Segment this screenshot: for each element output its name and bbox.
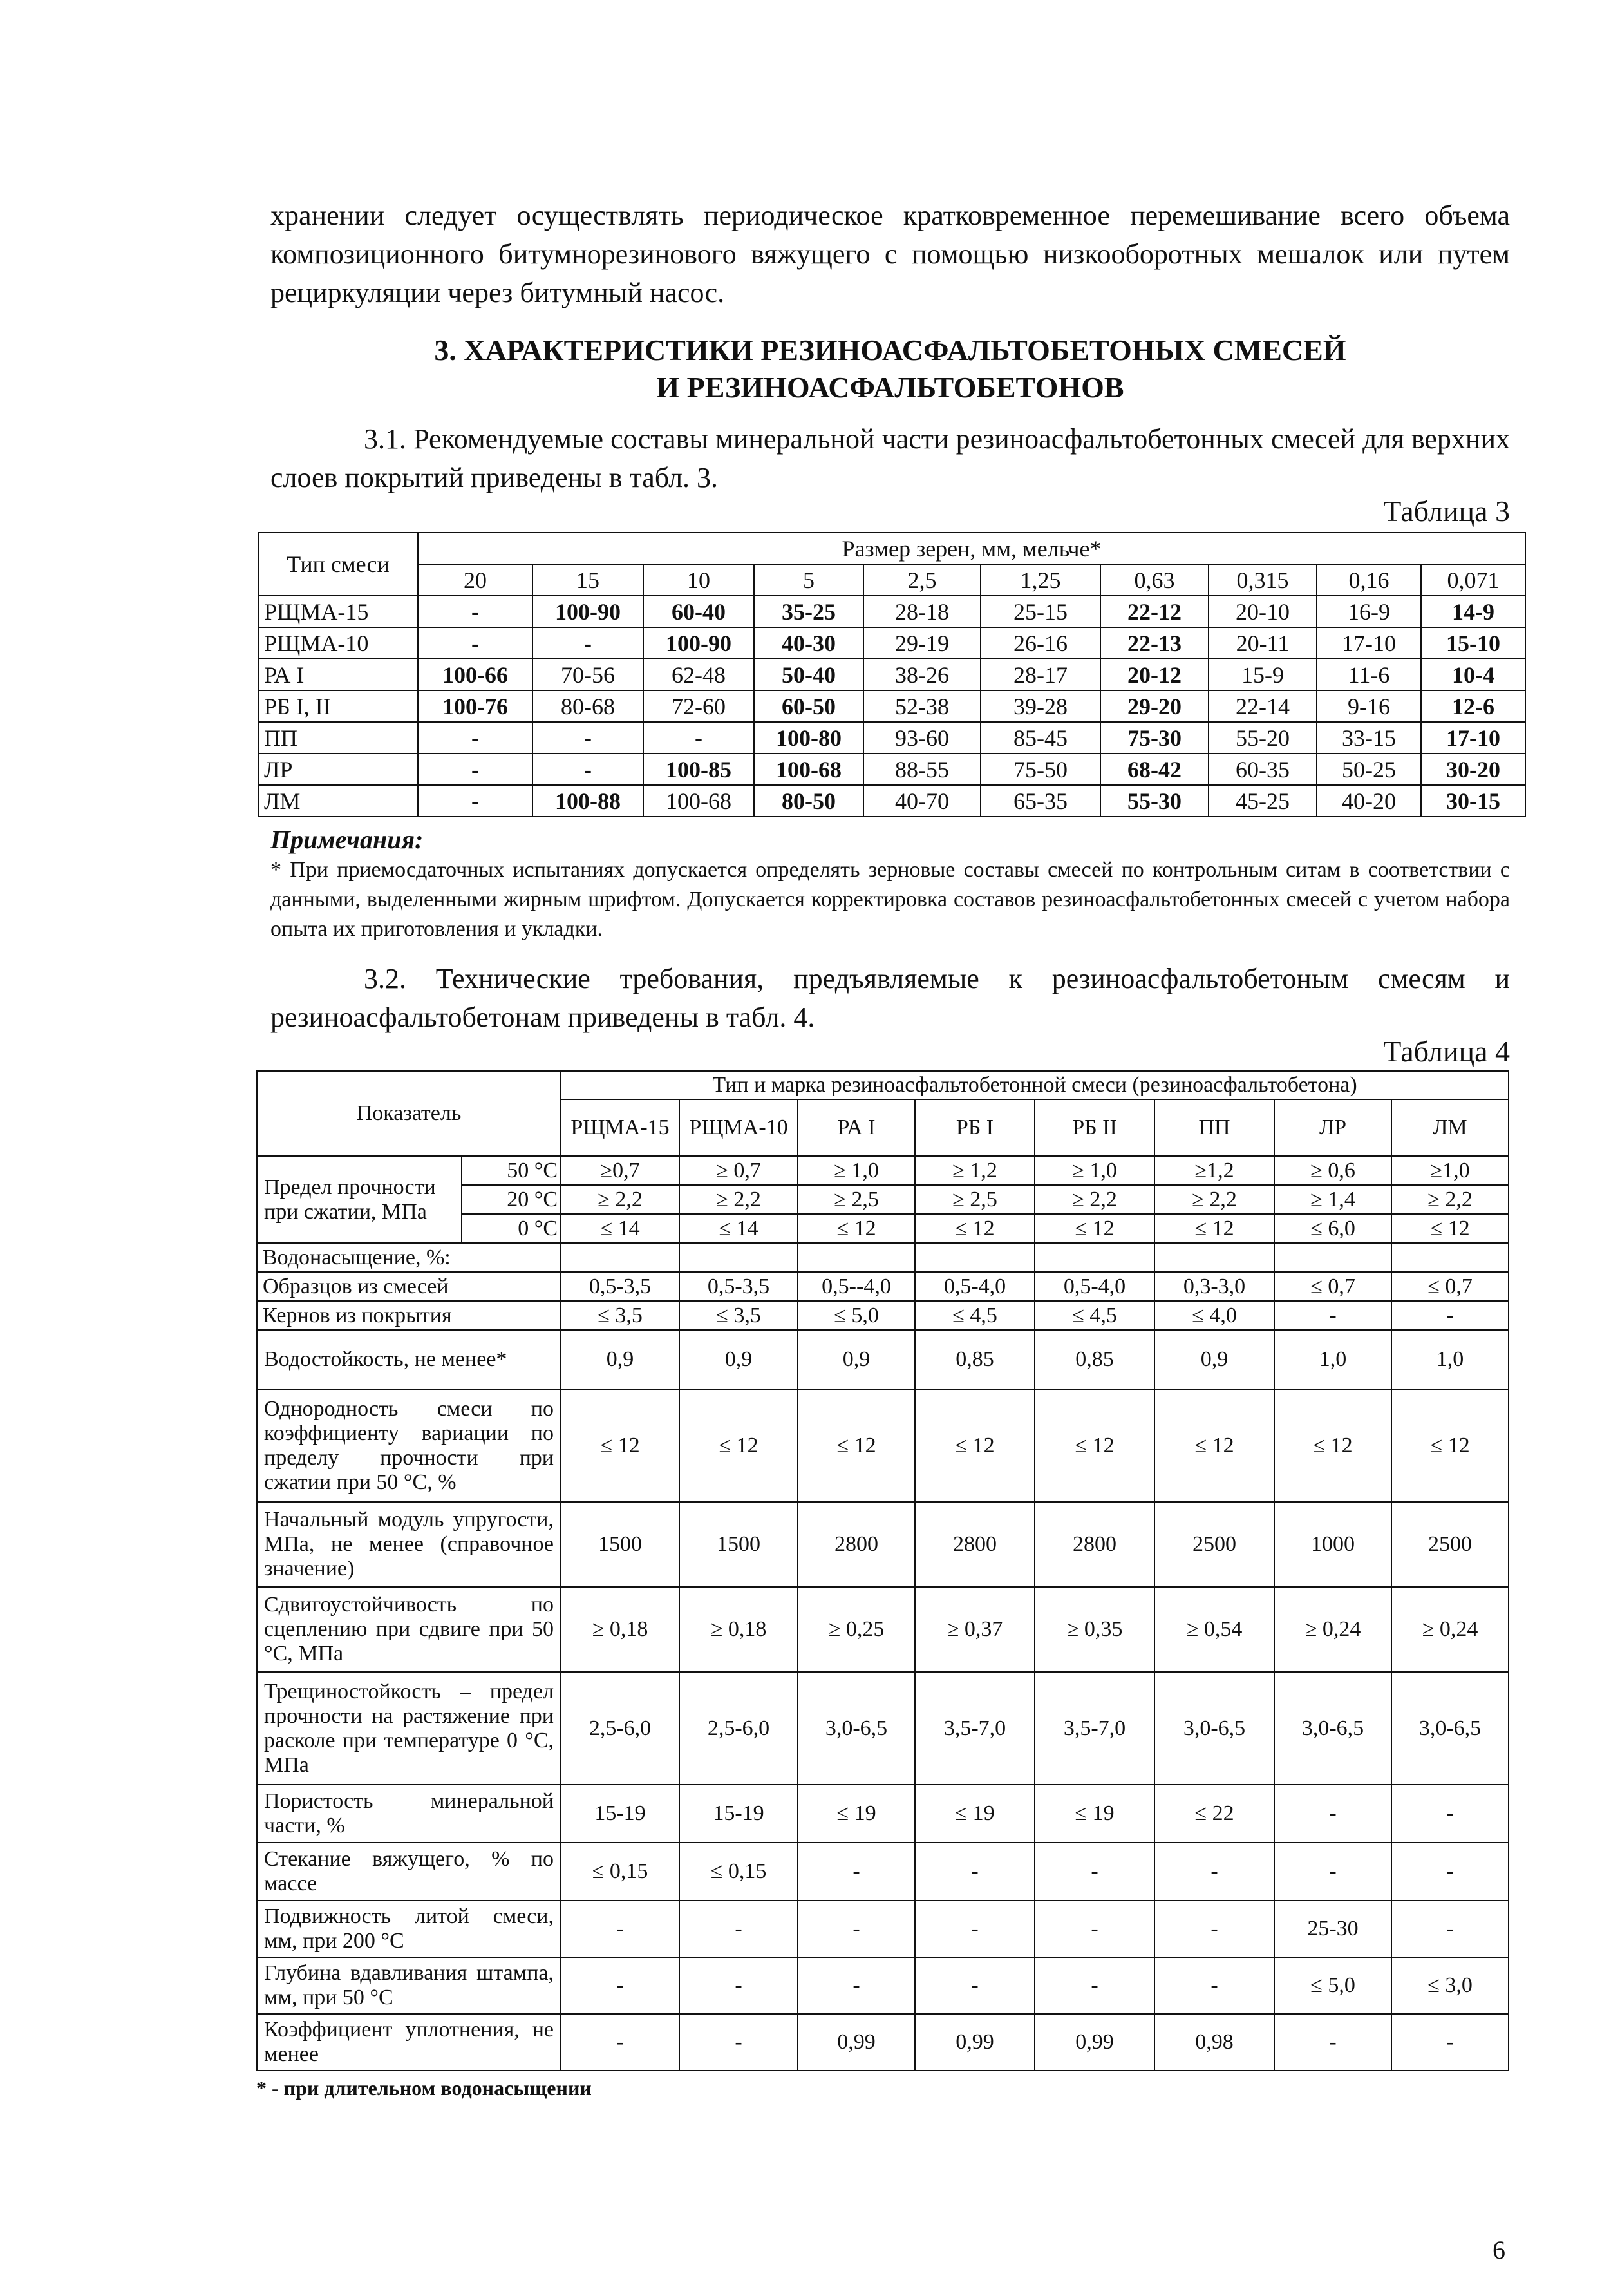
table4-row-label: Глубина вдавливания штампа, мм, при 50 °С (257, 1957, 561, 2014)
table4-cell: ≥ 0,6 (1274, 1156, 1391, 1185)
table3-cell: 22-13 (1100, 627, 1209, 659)
table4-cell: 3,0-6,5 (1391, 1672, 1509, 1785)
table4-cell: - (1274, 1843, 1391, 1901)
table3-cell: 50-25 (1317, 754, 1421, 785)
table4-cell: ≤ 3,5 (679, 1301, 798, 1330)
table4-strength-label: Предел прочности при сжатии, МПа (257, 1156, 462, 1243)
table3-cell: 55-30 (1100, 785, 1209, 817)
table4-cell: 0,99 (1035, 2014, 1154, 2071)
table3-cell: - (532, 754, 643, 785)
table3-cell: 20-10 (1209, 596, 1317, 627)
table3-cell: 40-30 (754, 627, 863, 659)
table-row (257, 1389, 1509, 1502)
table3-container (258, 532, 1525, 817)
section-heading (270, 332, 1510, 406)
table4-cell: ≤ 12 (1391, 1214, 1509, 1243)
table4-cell: ≤ 12 (1035, 1214, 1154, 1243)
table4-mark-header: ЛР (1274, 1099, 1391, 1156)
table4-row-label: Трещиностойкость – предел прочности на растяжение при расколе при температуре 0 °С, МПа (257, 1672, 561, 1785)
table4-cell: 0,5-4,0 (1035, 1272, 1154, 1301)
table4-cell: - (1391, 2014, 1509, 2071)
table3-cell: 80-50 (754, 785, 863, 817)
table4-cell: ≥ 2,2 (679, 1185, 798, 1214)
table4-temp-cell: 50 °С (462, 1156, 561, 1185)
table4-cell: - (1274, 1785, 1391, 1843)
table4-cell: ≤ 14 (679, 1214, 798, 1243)
table3-cell: 10-4 (1421, 659, 1525, 690)
table3-cell: 40-20 (1317, 785, 1421, 817)
table3-cell: 15-9 (1209, 659, 1317, 690)
table4-cell: 1000 (1274, 1502, 1391, 1587)
table3-cell: 72-60 (643, 690, 754, 722)
table3-cell: 35-25 (754, 596, 863, 627)
table4-empty-cell (561, 1243, 679, 1272)
table4-empty-cell (1154, 1243, 1274, 1272)
table3-cell: 33-15 (1317, 722, 1421, 754)
table4-cell: ≤ 12 (1274, 1389, 1391, 1502)
table3-cell: 68-42 (1100, 754, 1209, 785)
table3-cell: - (532, 627, 643, 659)
table4-cell: ≤ 0,7 (1391, 1272, 1509, 1301)
table4-row-label: Пористость минеральной части, % (257, 1785, 561, 1843)
table3-type-header: Тип смеси (258, 533, 418, 596)
table3-cell: 100-76 (418, 690, 532, 722)
table4-row-label: Образцов из смесей (257, 1272, 561, 1301)
table4-cell: - (1274, 2014, 1391, 2071)
table3-cell: - (643, 722, 754, 754)
table3-cell: 100-68 (643, 785, 754, 817)
table3-cell: 20-12 (1100, 659, 1209, 690)
table4-cell: 2800 (915, 1502, 1035, 1587)
table4-cell: 0,99 (915, 2014, 1035, 2071)
table4-cell: 1500 (561, 1502, 679, 1587)
table3-cell: 75-50 (981, 754, 1100, 785)
table4-footnote: * - при длительном водонасыщении (256, 2076, 592, 2100)
table4-cell: - (1035, 1843, 1154, 1901)
table3-cell: 17-10 (1421, 722, 1525, 754)
table-row (257, 1901, 1509, 1957)
table4-cell: ≥ 0,18 (679, 1587, 798, 1672)
table3-cell: 14-9 (1421, 596, 1525, 627)
table3-cell: 20-11 (1209, 627, 1317, 659)
table4-cell: ≤ 12 (679, 1389, 798, 1502)
table3-cell: 39-28 (981, 690, 1100, 722)
table3-cell: 28-17 (981, 659, 1100, 690)
table3-cell: 70-56 (532, 659, 643, 690)
table4-mark-header: РЩМА-15 (561, 1099, 679, 1156)
table4-cell: 0,9 (561, 1330, 679, 1389)
table4-cell: ≥ 2,2 (561, 1185, 679, 1214)
table4-caption (270, 1034, 1510, 1070)
table4-mark-header: РБ I (915, 1099, 1035, 1156)
table4-cell: ≤ 12 (1035, 1389, 1154, 1502)
table3-size-header: 10 (643, 564, 754, 596)
table4-row-label: Сдвигоустойчивость по сцеплению при сдвиге при 50 °С, МПа (257, 1587, 561, 1672)
table3-cell: 88-55 (863, 754, 981, 785)
table-row (258, 785, 1525, 817)
table3-cell: 100-90 (643, 627, 754, 659)
table4-cell: ≤ 5,0 (798, 1301, 915, 1330)
table3-cell: - (418, 627, 532, 659)
table4-temp-cell: 20 °С (462, 1185, 561, 1214)
table4-cell: ≤ 12 (798, 1389, 915, 1502)
table3-cell: 9-16 (1317, 690, 1421, 722)
table4-cell: - (798, 1901, 915, 1957)
table4-cell: - (1154, 1843, 1274, 1901)
table4-cell: ≥ 0,18 (561, 1587, 679, 1672)
table3-cell: - (418, 596, 532, 627)
table4-cell: ≤ 12 (561, 1389, 679, 1502)
table3-cell: 22-12 (1100, 596, 1209, 627)
table3-cell: 85-45 (981, 722, 1100, 754)
table4-cell: 0,3-3,0 (1154, 1272, 1274, 1301)
table4-row-label: Кернов из покрытия (257, 1301, 561, 1330)
table4-header-row1 (257, 1071, 1509, 1099)
table4-cell: ≥ 2,2 (1391, 1185, 1509, 1214)
table3-cell: 17-10 (1317, 627, 1421, 659)
table3-cell: 15-10 (1421, 627, 1525, 659)
table4-cell: - (679, 1957, 798, 2014)
table3-size-row (258, 564, 1525, 596)
table4-cell: 0,5-3,5 (679, 1272, 798, 1301)
table4-cell: ≤ 0,15 (561, 1843, 679, 1901)
table3-size-header: 20 (418, 564, 532, 596)
table3-cell: - (418, 785, 532, 817)
table-row (257, 1301, 1509, 1330)
table-row (258, 722, 1525, 754)
table4-cell: 2500 (1391, 1502, 1509, 1587)
table4-empty-cell (1035, 1243, 1154, 1272)
table3-cell: 100-68 (754, 754, 863, 785)
table4-cell: ≥ 2,2 (1035, 1185, 1154, 1214)
table4-cell: - (915, 1843, 1035, 1901)
table3-type-cell: РА I (258, 659, 418, 690)
table4-cell: - (1274, 1301, 1391, 1330)
table4-row-label: Однородность смеси по коэффициенту вариации по пределу прочности при сжатии при 50 °С, % (257, 1389, 561, 1502)
table3-cell: 52-38 (863, 690, 981, 722)
table4-cell: 15-19 (561, 1785, 679, 1843)
table4-row-label: Подвижность литой смеси, мм, при 200 °С (257, 1901, 561, 1957)
table-row (258, 754, 1525, 785)
table4-cell: - (561, 1957, 679, 2014)
table-row (257, 1243, 1509, 1272)
table4-cell: ≥0,7 (561, 1156, 679, 1185)
table4-cell: - (1035, 1901, 1154, 1957)
table4-cell: ≤ 5,0 (1274, 1957, 1391, 2014)
table4-cell: ≥ 1,0 (1035, 1156, 1154, 1185)
table4-cell: ≥1,0 (1391, 1156, 1509, 1185)
table3-cell: 55-20 (1209, 722, 1317, 754)
table4-cell: ≥ 0,37 (915, 1587, 1035, 1672)
table4-mark-header: ЛМ (1391, 1099, 1509, 1156)
table4-cell: 1500 (679, 1502, 798, 1587)
table4-mark-header: РЩМА-10 (679, 1099, 798, 1156)
table4-cell: - (561, 2014, 679, 2071)
table4-cell: ≥ 0,35 (1035, 1587, 1154, 1672)
table4-cell: ≥1,2 (1154, 1156, 1274, 1185)
table4-cell: 2800 (798, 1502, 915, 1587)
table4-cell: ≥ 1,4 (1274, 1185, 1391, 1214)
table4-cell: ≤ 12 (915, 1389, 1035, 1502)
table4-cell: 1,0 (1274, 1330, 1391, 1389)
table3-size-header: 0,16 (1317, 564, 1421, 596)
table3-cell: 16-9 (1317, 596, 1421, 627)
table4-cell: ≤ 19 (1035, 1785, 1154, 1843)
table4-cell: - (1035, 1957, 1154, 2014)
table3-cell: 100-88 (532, 785, 643, 817)
table4-empty-cell (1274, 1243, 1391, 1272)
table4-cell: ≤ 22 (1154, 1785, 1274, 1843)
table4-cell: - (1391, 1901, 1509, 1957)
table4-row-label: Коэффициент уплотнения, не менее (257, 2014, 561, 2071)
table-row (257, 1156, 1509, 1185)
table4-container (256, 1070, 1508, 2101)
table4-mark-header: РБ II (1035, 1099, 1154, 1156)
table4-cell: ≤ 12 (1154, 1214, 1274, 1243)
table4-cell: 3,5-7,0 (1035, 1672, 1154, 1785)
table4-cell: ≤ 3,0 (1391, 1957, 1509, 2014)
table3-cell: 11-6 (1317, 659, 1421, 690)
table4-cell: ≥ 2,5 (915, 1185, 1035, 1214)
table3-cell: 28-18 (863, 596, 981, 627)
table4-cell: 0,9 (798, 1330, 915, 1389)
table3-size-header: 0,63 (1100, 564, 1209, 596)
section-title-line1: 3. ХАРАКТЕРИСТИКИ РЕЗИНОАСФАЛЬТОБЕТОНЫХ СМЕСЕЙ (434, 334, 1346, 366)
table4-cell: - (798, 1957, 915, 2014)
table3-cell: 60-35 (1209, 754, 1317, 785)
table4-cell: ≥ 2,2 (1154, 1185, 1274, 1214)
table-3 (258, 532, 1526, 817)
table4-cell: 0,5-3,5 (561, 1272, 679, 1301)
table3-size-header: 15 (532, 564, 643, 596)
para-3-1-block (270, 420, 1510, 497)
section-title-line2: И РЕЗИНОАСФАЛЬТОБЕТОНОВ (656, 371, 1124, 404)
table4-cell: ≥ 1,2 (915, 1156, 1035, 1185)
table3-caption (270, 493, 1510, 529)
table4-empty-cell (915, 1243, 1035, 1272)
table3-type-cell: РЩМА-10 (258, 627, 418, 659)
table3-cell: 12-6 (1421, 690, 1525, 722)
table3-cell: 93-60 (863, 722, 981, 754)
table4-cell: ≤ 12 (798, 1214, 915, 1243)
table4-cell: ≥ 2,5 (798, 1185, 915, 1214)
notes-title: Примечания: (270, 825, 424, 854)
table4-empty-cell (798, 1243, 915, 1272)
table4-cell: ≤ 6,0 (1274, 1214, 1391, 1243)
table4-cell: - (561, 1901, 679, 1957)
table4-cell: 0,9 (1154, 1330, 1274, 1389)
table4-row-label: Водостойкость, не менее* (257, 1330, 561, 1389)
table3-cell: - (418, 754, 532, 785)
table3-size-header: 2,5 (863, 564, 981, 596)
table3-cell: 30-20 (1421, 754, 1525, 785)
table4-row-label: Стекание вяжущего, % по массе (257, 1843, 561, 1901)
table-row (257, 1272, 1509, 1301)
table-row (257, 1502, 1509, 1587)
intro-paragraph: хранении следует осуществлять периодическое кратковременное перемешивание всего объема композиционного битумнорезинового вяжущего с помощью низкооборотных мешалок или путем рециркуляции через битумный насос. (270, 200, 1510, 308)
table-row (258, 596, 1525, 627)
table3-caption-text: Таблица 3 (1383, 495, 1510, 527)
table3-cell: 29-20 (1100, 690, 1209, 722)
table4-row-label: Начальный модуль упругости, МПа, не менее (справочное значение) (257, 1502, 561, 1587)
table4-cell: 1,0 (1391, 1330, 1509, 1389)
table3-cell: 45-25 (1209, 785, 1317, 817)
table4-mark-header: ПП (1154, 1099, 1274, 1156)
table4-cell: 0,85 (1035, 1330, 1154, 1389)
table4-cell: 15-19 (679, 1785, 798, 1843)
table4-cell: ≤ 14 (561, 1214, 679, 1243)
table3-type-cell: РБ I, II (258, 690, 418, 722)
table4-cell: ≤ 0,7 (1274, 1272, 1391, 1301)
table4-mark-header: РА I (798, 1099, 915, 1156)
para-3-2: 3.2. Технические требования, предъявляемые к резиноасфальтобетоным смесям и резиноасфальтобетонам приведены в табл. 4. (270, 963, 1510, 1033)
table-row (258, 627, 1525, 659)
table3-type-cell: ЛМ (258, 785, 418, 817)
table4-cell: ≤ 3,5 (561, 1301, 679, 1330)
table4-cell: 2,5-6,0 (561, 1672, 679, 1785)
table4-group-header: Тип и марка резиноасфальтобетонной смеси (резиноасфальтобетона) (561, 1071, 1509, 1099)
table4-cell: ≤ 12 (1391, 1389, 1509, 1502)
notes-text: * При приемосдаточных испытаниях допускается определять зерновые составы смесей по контрольным ситам в соответствии с данными, выделенными жирным шрифтом. Допускается корректировка составов резиноасфальтобетонных смесей с учетом набора опыта их приготовления и укладки. (270, 858, 1510, 941)
table4-cell: 0,85 (915, 1330, 1035, 1389)
table4-caption-text: Таблица 4 (1383, 1035, 1510, 1068)
table4-cell: ≤ 0,15 (679, 1843, 798, 1901)
table3-cell: - (418, 722, 532, 754)
table4-cell: 0,9 (679, 1330, 798, 1389)
table4-cell: 3,0-6,5 (798, 1672, 915, 1785)
table4-cell: - (679, 1901, 798, 1957)
notes-block (270, 824, 1510, 944)
table4-cell: 2800 (1035, 1502, 1154, 1587)
table4-cell: ≤ 4,5 (915, 1301, 1035, 1330)
table3-cell: 30-15 (1421, 785, 1525, 817)
para-3-2-block (270, 960, 1510, 1037)
table3-cell: 100-66 (418, 659, 532, 690)
table4-cell: - (915, 1957, 1035, 2014)
table4-cell: 2500 (1154, 1502, 1274, 1587)
table3-cell: 22-14 (1209, 690, 1317, 722)
table3-cell: 50-40 (754, 659, 863, 690)
table3-cell: 38-26 (863, 659, 981, 690)
table3-cell: 60-40 (643, 596, 754, 627)
table4-cell: ≥ 0,7 (679, 1156, 798, 1185)
table-row (257, 1843, 1509, 1901)
table4-cell: ≥ 1,0 (798, 1156, 915, 1185)
table4-empty-cell (1391, 1243, 1509, 1272)
table4-cell: 3,5-7,0 (915, 1672, 1035, 1785)
table4-cell: 2,5-6,0 (679, 1672, 798, 1785)
table4-cell: ≥ 0,54 (1154, 1587, 1274, 1672)
table3-cell: 100-85 (643, 754, 754, 785)
table3-size-header: 1,25 (981, 564, 1100, 596)
intro-paragraph-block (270, 196, 1510, 312)
table4-cell: - (915, 1901, 1035, 1957)
table4-indicator-header: Показатель (257, 1071, 561, 1156)
table3-cell: 100-90 (532, 596, 643, 627)
table4-cell: ≥ 0,25 (798, 1587, 915, 1672)
table3-type-cell: РЩМА-15 (258, 596, 418, 627)
table4-empty-cell (679, 1243, 798, 1272)
table-row (257, 1957, 1509, 2014)
table4-cell: 0,5-4,0 (915, 1272, 1035, 1301)
table3-type-cell: ЛР (258, 754, 418, 785)
table3-size-header: 0,071 (1421, 564, 1525, 596)
table-row (257, 1672, 1509, 1785)
table4-cell: ≤ 12 (915, 1214, 1035, 1243)
table3-cell: 75-30 (1100, 722, 1209, 754)
table4-cell: 0,98 (1154, 2014, 1274, 2071)
table-row (257, 2014, 1509, 2071)
table-row (257, 1587, 1509, 1672)
table4-cell: - (1391, 1785, 1509, 1843)
table3-cell: 60-50 (754, 690, 863, 722)
table4-cell: - (1391, 1301, 1509, 1330)
table-row (258, 659, 1525, 690)
table4-cell: 0,5--4,0 (798, 1272, 915, 1301)
table4-cell: 3,0-6,5 (1154, 1672, 1274, 1785)
para-3-1: 3.1. Рекомендуемые составы минеральной части резиноасфальтобетонных смесей для верхних слоев покрытий приведены в табл. 3. (270, 423, 1510, 493)
table-row (257, 1330, 1509, 1389)
table3-cell: - (532, 722, 643, 754)
table3-cell: 62-48 (643, 659, 754, 690)
table3-type-cell: ПП (258, 722, 418, 754)
table4-cell: 25-30 (1274, 1901, 1391, 1957)
table4-cell: ≤ 19 (798, 1785, 915, 1843)
table3-cell: 65-35 (981, 785, 1100, 817)
table4-cell: - (1391, 1843, 1509, 1901)
table4-cell: ≤ 4,5 (1035, 1301, 1154, 1330)
table-row (257, 1785, 1509, 1843)
table4-cell: ≤ 12 (1154, 1389, 1274, 1502)
table3-cell: 80-68 (532, 690, 643, 722)
table-row (258, 690, 1525, 722)
table3-cell: 40-70 (863, 785, 981, 817)
table3-cell: 26-16 (981, 627, 1100, 659)
table4-cell: 3,0-6,5 (1274, 1672, 1391, 1785)
table4-temp-cell: 0 °С (462, 1214, 561, 1243)
table4-cell: - (1154, 1901, 1274, 1957)
table4-cell: ≤ 4,0 (1154, 1301, 1274, 1330)
table3-header-row1 (258, 533, 1525, 564)
table4-water-label: Водонасыщение, %: (257, 1243, 561, 1272)
table3-cell: 100-80 (754, 722, 863, 754)
table-4 (256, 1070, 1509, 2071)
page-number: 6 (1493, 2235, 1505, 2264)
table4-cell: ≥ 0,24 (1274, 1587, 1391, 1672)
table3-size-header: 0,315 (1209, 564, 1317, 596)
table4-cell: 0,99 (798, 2014, 915, 2071)
table3-cell: 29-19 (863, 627, 981, 659)
table4-cell: - (679, 2014, 798, 2071)
table4-cell: - (1154, 1957, 1274, 2014)
table4-cell: ≤ 19 (915, 1785, 1035, 1843)
table4-cell: - (798, 1843, 915, 1901)
table4-cell: ≥ 0,24 (1391, 1587, 1509, 1672)
table3-size-group-header: Размер зерен, мм, мельче* (418, 533, 1525, 564)
table3-size-header: 5 (754, 564, 863, 596)
table3-cell: 25-15 (981, 596, 1100, 627)
